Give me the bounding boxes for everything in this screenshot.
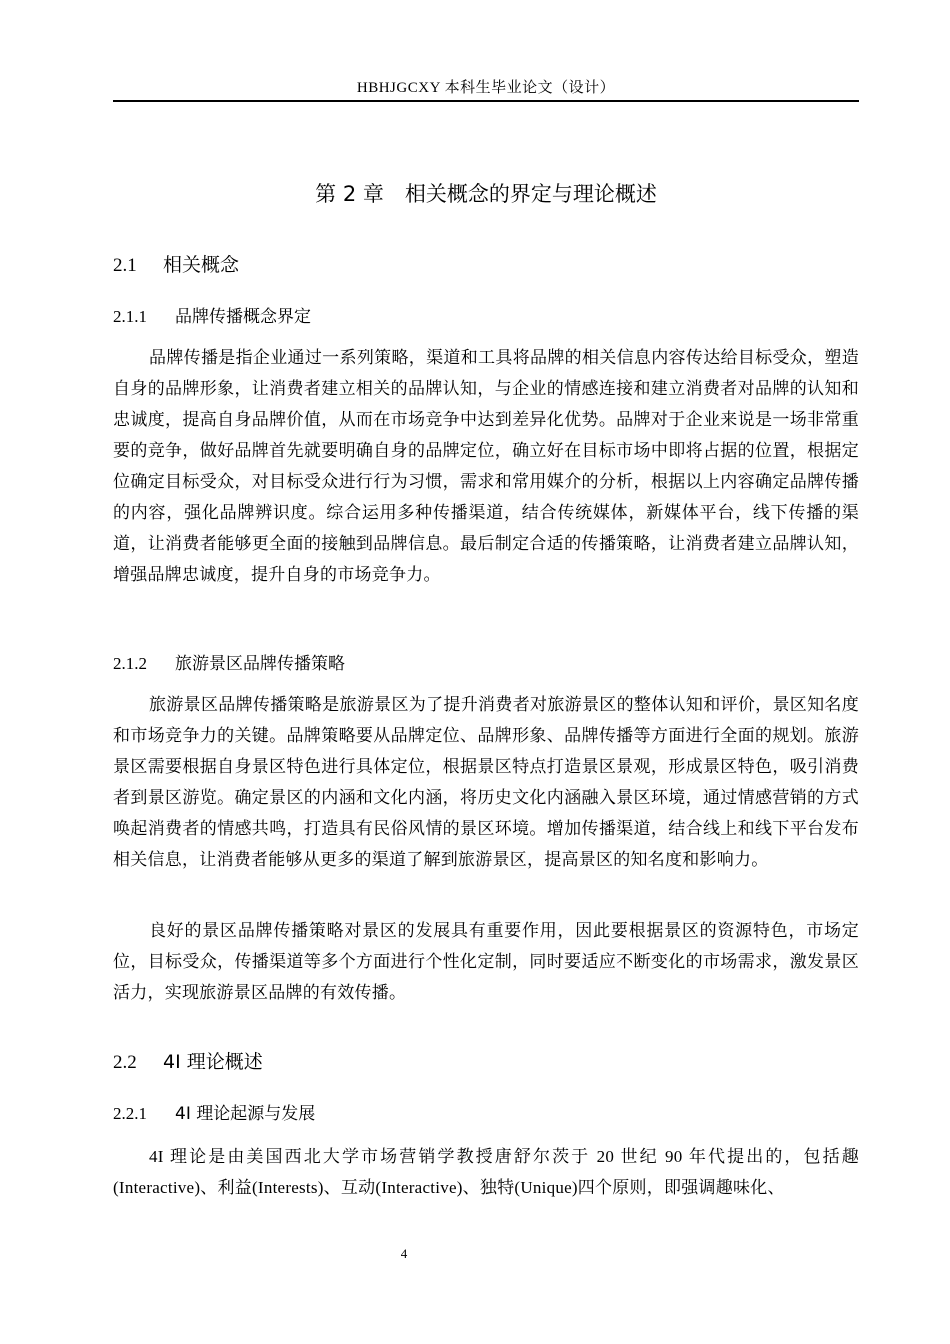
section-number: 2.1 (113, 255, 137, 276)
section-heading-2-1 (113, 250, 239, 281)
header-divider (113, 100, 859, 102)
subsection-heading-2-1-2 (113, 650, 345, 678)
body-paragraph: 良好的景区品牌传播策略对景区的发展具有重要作用，因此要根据景区的资源特色，市场定位，目标受众，传播渠道等多个方面进行个性化定制，同时要适应不断变化的市场需求，激发景区活力，实现旅游景区品牌的有效传播。 (113, 921, 859, 1002)
subsection-number: 2.1.2 (113, 654, 147, 673)
body-paragraph: 品牌传播是指企业通过一系列策略，渠道和工具将品牌的相关信息内容传达给目标受众，塑造自身的品牌形象，让消费者建立相关的品牌认知，与企业的情感连接和建立消费者对品牌的认知和忠诚度，提高自身品牌价值，从而在市场竞争中达到差异化优势。品牌对于企业来说是一场非常重要的竞争，做好品牌首先就要明确自身的品牌定位，确立好在目标市场中即将占据的位置，根据定位确定目标受众，对目标受众进行行为习惯，需求和常用媒介的分析，根据以上内容确定品牌传播的内容，强化品牌辨识度。综合运用多种传播渠道，结合传统媒体，新媒体平台，线下传播的渠道，让消费者能够更全面的接触到品牌信息。最后制定合适的传播策略，让消费者建立品牌认知，增强品牌忠诚度，提升自身的市场竞争力。 (113, 348, 859, 584)
body-paragraph: 旅游景区品牌传播策略是旅游景区为了提升消费者对旅游景区的整体认知和评价，景区知名度和市场竞争力的关键。品牌策略要从品牌定位、品牌形象、品牌传播等方面进行全面的规划。旅游景区需要根据自身景区特色进行具体定位，根据景区特点打造景区景观，形成景区特色，吸引消费者到景区游览。确定景区的内涵和文化内涵，将历史文化内涵融入景区环境，通过情感营销的方式唤起消费者的情感共鸣，打造具有民俗风情的景区环境。增加传播渠道，结合线上和线下平台发布相关信息，让消费者能够从更多的渠道了解到旅游景区，提高景区的知名度和影响力。 (113, 695, 859, 869)
subsection-title: 旅游景区品牌传播策略 (175, 654, 345, 674)
section-heading-2-2 (113, 1047, 263, 1078)
section-title: 相关概念 (163, 254, 240, 276)
chapter-title: 第 2 章 相关概念的界定与理论概述 (315, 182, 657, 206)
subsection-heading-2-2-1 (113, 1100, 315, 1128)
subsection-number: 2.2.1 (113, 1104, 147, 1123)
running-header: HBHJGCXY 本科生毕业论文（设计） (356, 80, 616, 96)
section-title: 4I 理论概述 (163, 1051, 263, 1073)
subsection-number: 2.1.1 (113, 307, 147, 326)
page-number: 4 (400, 1246, 408, 1261)
subsection-title: 4I 理论起源与发展 (175, 1104, 316, 1124)
section-number: 2.2 (113, 1052, 137, 1073)
subsection-heading-2-1-1 (113, 303, 311, 331)
subsection-title: 品牌传播概念界定 (175, 307, 311, 327)
body-paragraph: 4I 理论是由美国西北大学市场营销学教授唐舒尔茨于 20 世纪 90 年代提出的，包括趣(Interactive)、利益(Interests)、互动(Interactive)、独特(Unique)四个原则，即强调趣味化、 (113, 1147, 859, 1197)
